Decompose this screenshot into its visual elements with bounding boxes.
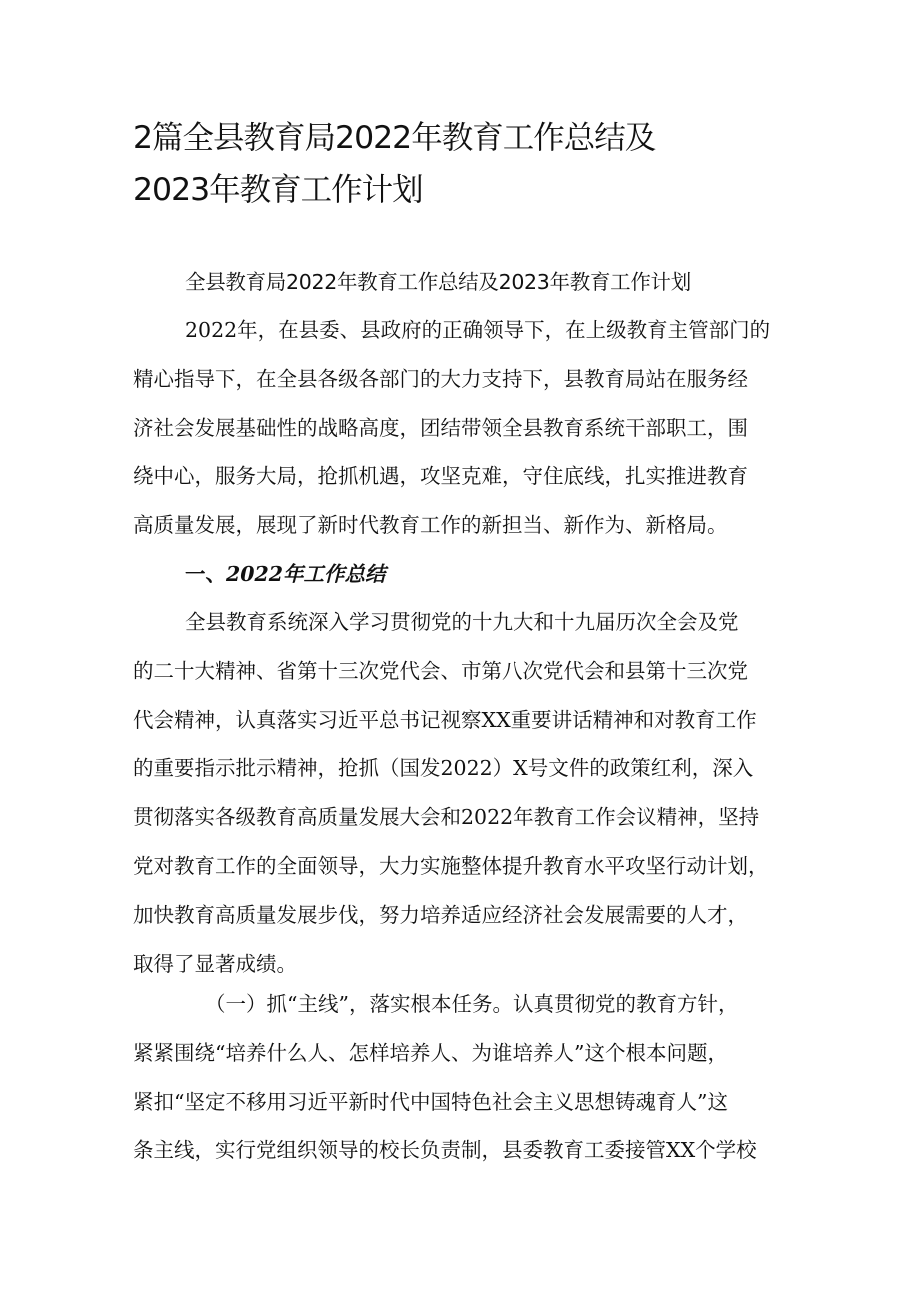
paragraph-line: （一）抓“主线”，落实根本任务。认真贯彻党的教育方针，	[205, 992, 739, 1016]
paragraph-line: 全县教育系统深入学习贯彻党的十九大和十九届历次全会及党	[185, 610, 739, 634]
paragraph-line: 的二十大精神、省第十三次党代会、市第八次党代会和县第十三次党	[133, 658, 748, 683]
document-subtitle: 全县教育局2022年教育工作总结及2023年教育工作计划	[185, 270, 691, 294]
paragraph-line: 2022年，在县委、县政府的正确领导下，在上级教育主管部门的	[185, 318, 771, 342]
paragraph-line: 精心指导下，在全县各级各部门的大力支持下，县教育局站在服务经	[133, 366, 748, 391]
paragraph-line: 紧紧围绕“培养什么人、怎样培养人、为谁培养人”这个根本问题，	[133, 1040, 728, 1065]
section-heading	[185, 550, 386, 598]
paragraph-line: 高质量发展，展现了新时代教育工作的新担当、新作为、新格局。	[133, 513, 728, 538]
paragraph-line: 条主线，实行党组织领导的校长负责制，县委教育工委接管XX个学校	[133, 1138, 757, 1163]
paragraph-line: 绕中心，服务大局，抢抓机遇，攻坚克难，守住底线，扎实推进教育	[133, 464, 748, 489]
intro-paragraph	[133, 306, 795, 550]
title-line: 2篇全县教育局2022年教育工作总结及	[133, 120, 656, 156]
paragraph-line: 代会精神，认真落实习近平总书记视察XX重要讲话精神和对教育工作	[133, 707, 757, 732]
paragraph-line: 贯彻落实各级教育高质量发展大会和2022年教育工作会议精神，坚持	[133, 805, 760, 830]
paragraph-line: 加快教育高质量发展步伐，努力培养适应经济社会发展需要的人才，	[133, 902, 748, 927]
paragraph-line: 党对教育工作的全面领导，大力实施整体提升教育水平攻坚行动计划，	[133, 853, 769, 878]
title-line: 2023年教育工作计划	[133, 172, 423, 208]
paragraph-line: 济社会发展基础性的战略高度，团结带领全县教育系统干部职工，围	[133, 415, 748, 440]
section-number: 一、	[185, 562, 226, 586]
summary-paragraph	[133, 598, 795, 988]
section-title: 2022年工作总结	[226, 562, 386, 586]
paragraph-line: 的重要指示批示精神，抢抓（国发2022）X号文件的政策红利，深入	[133, 756, 754, 781]
point-one-paragraph	[133, 980, 795, 1175]
document-title	[133, 112, 793, 216]
paragraph-line: 取得了显著成绩。	[133, 951, 297, 976]
paragraph-line: 紧扣“坚定不移用习近平新时代中国特色社会主义思想铸魂育人”这	[133, 1089, 728, 1114]
